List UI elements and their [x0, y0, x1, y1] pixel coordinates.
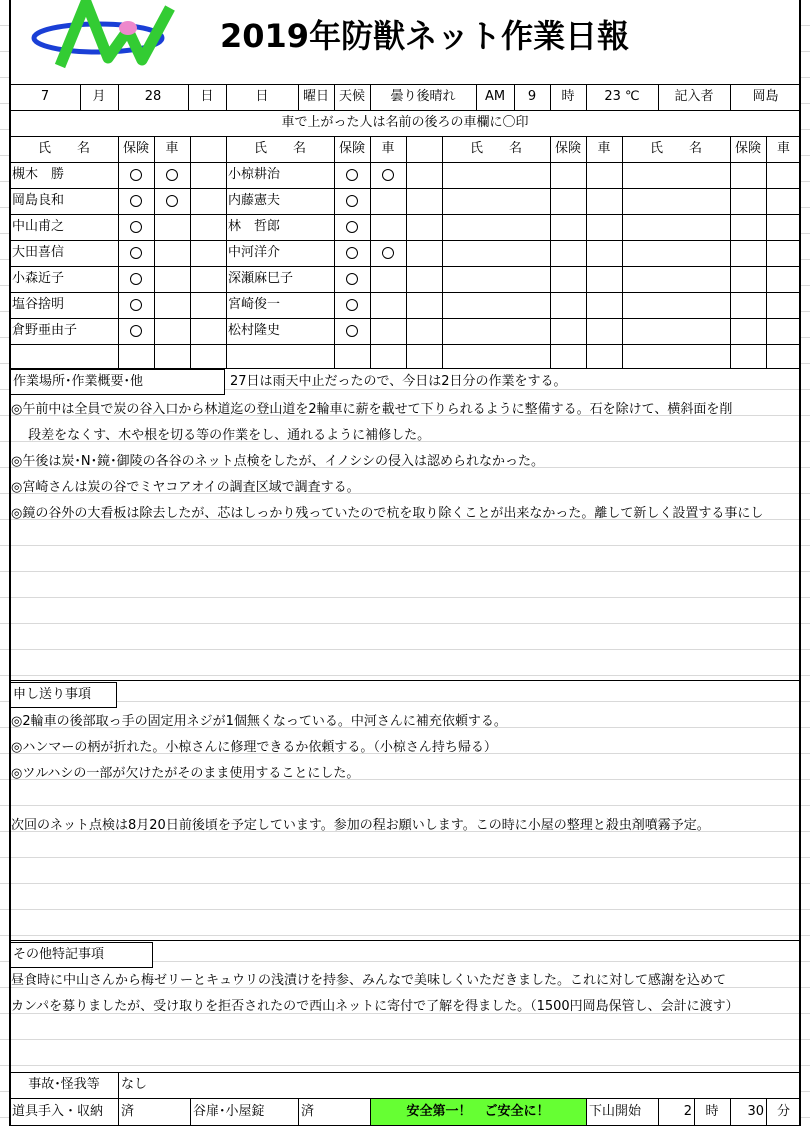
- member-name: 林 哲郎: [228, 219, 281, 234]
- row-line: [9, 1072, 801, 1073]
- row-line: [9, 266, 801, 267]
- work-line-4: ◎宮崎さんは炭の谷でミヤコアオイの調査区域で調査する。: [11, 480, 360, 495]
- row-line: [9, 1125, 801, 1126]
- car-mark: [166, 195, 178, 207]
- work-line-5: ◎鏡の谷外の大看板は除去したが、芯はしっかり残っていたので杭を取り除くことが出来なかった。離して新しく設置する事にし: [11, 506, 764, 521]
- column-line: [658, 84, 659, 110]
- column-line: [550, 84, 551, 110]
- column-line: [694, 1098, 695, 1125]
- member-name: 岡島良和: [12, 193, 65, 208]
- column-line: [730, 1098, 731, 1125]
- temperature: 23 ℃: [604, 89, 640, 104]
- col-car-4: 車: [776, 141, 790, 156]
- tools-label: 道具手入・収納: [12, 1104, 104, 1119]
- weekday-label: 曜日: [302, 89, 329, 104]
- day-unit: 日: [200, 89, 214, 104]
- descent-min-unit: 分: [776, 1104, 790, 1119]
- column-line: [80, 84, 81, 110]
- hour-unit: 時: [561, 89, 575, 104]
- logo-icon: [30, 0, 180, 70]
- handover-line-2: ◎ハンマーの柄が折れた。小椋さんに修理できるか依頼する。（小椋さん持ち帰る）: [11, 740, 497, 755]
- month-unit: 月: [92, 89, 106, 104]
- col-ins-4: 保険: [734, 141, 761, 156]
- column-line: [514, 84, 515, 110]
- row-line: [9, 292, 801, 293]
- member-name: 小森近子: [12, 271, 65, 286]
- tools-value: 済: [121, 1104, 135, 1119]
- row-line: [9, 136, 801, 137]
- accident-value: なし: [121, 1077, 148, 1092]
- weather-label: 天候: [338, 89, 365, 104]
- car-mark: [382, 169, 394, 181]
- column-line: [622, 136, 623, 368]
- col-car-1: 車: [165, 141, 179, 156]
- weather-value: 曇り後晴れ: [390, 89, 456, 104]
- member-name: 中河洋介: [228, 245, 281, 260]
- column-line: [370, 84, 371, 110]
- column-line: [406, 136, 407, 368]
- column-line: [118, 1072, 119, 1125]
- insurance-mark: [346, 299, 358, 311]
- work-line-3: ◎午後は炭･N･鏡･御陵の各谷のネット点検をしたが、イノシシの侵入は認められなかった。: [11, 454, 544, 469]
- row-line: [9, 344, 801, 345]
- member-name: 倉野亜由子: [12, 323, 78, 338]
- col-ins-2: 保険: [338, 141, 365, 156]
- car-note: 車で上がった人は名前の後ろの車欄に〇印: [281, 115, 529, 130]
- member-table: [9, 136, 801, 368]
- column-line: [188, 84, 189, 110]
- handover-label: 申し送り事項: [9, 682, 117, 708]
- accident-label: 事故･怪我等: [28, 1077, 100, 1092]
- column-line: [118, 136, 119, 368]
- row-line: [9, 110, 801, 111]
- car-mark: [382, 247, 394, 259]
- column-line: [370, 136, 371, 368]
- month-value: 7: [40, 89, 50, 104]
- insurance-mark: [346, 247, 358, 259]
- member-name: 深瀬麻巳子: [228, 271, 294, 286]
- row-line: [9, 940, 801, 941]
- handover-line-1: ◎2輪車の後部取っ手の固定用ネジが1個無くなっている。中河さんに補充依頼する。: [11, 714, 507, 729]
- member-name: 宮崎俊一: [228, 297, 281, 312]
- row-line: [9, 368, 801, 369]
- column-line: [298, 84, 299, 110]
- column-line: [334, 136, 335, 368]
- column-line: [226, 84, 227, 110]
- column-line: [154, 136, 155, 368]
- column-line: [586, 1098, 587, 1125]
- col-name-1: 氏 名: [37, 141, 90, 156]
- work-summary: 27日は雨天中止だったので、今日は2日分の作業をする。: [230, 374, 567, 389]
- col-car-3: 車: [597, 141, 611, 156]
- column-line: [730, 136, 731, 368]
- member-name: 内藤憲夫: [228, 193, 281, 208]
- row-line: [9, 214, 801, 215]
- column-line: [550, 136, 551, 368]
- insurance-mark: [130, 247, 142, 259]
- insurance-mark: [130, 195, 142, 207]
- work-label: 作業場所･作業概要･他: [9, 369, 225, 395]
- row-line: [9, 240, 801, 241]
- descent-min: 30: [747, 1104, 764, 1119]
- row-line: [9, 188, 801, 189]
- handover-line-3: ◎ツルハシの一部が欠けたがそのまま使用することにした。: [11, 766, 360, 781]
- car-mark: [166, 169, 178, 181]
- column-line: [442, 136, 443, 368]
- other-line-2: カンパを募りましたが、受け取りを拒否されたので西山ネットに寄付で了解を得ました。（1500円岡島保管し、会計に渡す）: [11, 999, 739, 1014]
- member-name: 中山甫之: [12, 219, 65, 234]
- column-line: [766, 136, 767, 368]
- recorder-label: 記入者: [674, 89, 714, 104]
- page-title: 2019年防獣ネット作業日報: [220, 17, 630, 55]
- insurance-mark: [346, 273, 358, 285]
- col-ins-3: 保険: [554, 141, 581, 156]
- insurance-mark: [346, 169, 358, 181]
- insurance-mark: [346, 325, 358, 337]
- column-line: [190, 136, 191, 368]
- door-value: 済: [301, 1104, 315, 1119]
- insurance-mark: [130, 325, 142, 337]
- member-name: 松村隆史: [228, 323, 281, 338]
- insurance-mark: [346, 221, 358, 233]
- column-line: [118, 84, 119, 110]
- insurance-mark: [346, 195, 358, 207]
- member-name: 塩谷捨明: [12, 297, 65, 312]
- column-line: [766, 1098, 767, 1125]
- other-line-1: 昼食時に中山さんから梅ゼリーとキュウリの浅漬けを持参、みんなで美味しくいただきました。これに対して感謝を込めて: [11, 973, 727, 988]
- work-line-1: ◎午前中は全員で炭の谷入口から林道迄の登山道を2輪車に薪を載せて下りられるように整備する。石を除けて、横斜面を削: [11, 402, 733, 417]
- other-label: その他特記事項: [9, 942, 153, 968]
- column-line: [586, 84, 587, 110]
- column-line: [658, 1098, 659, 1125]
- column-line: [298, 1098, 299, 1125]
- descent-hour-unit: 時: [705, 1104, 719, 1119]
- column-line: [586, 136, 587, 368]
- col-car-2: 車: [381, 141, 395, 156]
- col-name-3: 氏 名: [469, 141, 522, 156]
- row-line: [9, 318, 801, 319]
- weekday-value: 日: [255, 89, 269, 104]
- ampm: AM: [484, 89, 506, 104]
- recorder-value: 岡島: [752, 89, 779, 104]
- insurance-mark: [130, 169, 142, 181]
- column-line: [370, 1098, 371, 1125]
- row-line: [9, 1098, 801, 1099]
- member-name: 槻木 勝: [12, 167, 65, 182]
- row-line: [9, 162, 801, 163]
- row-line: [9, 680, 801, 681]
- door-label: 谷扉･小屋錠: [193, 1104, 265, 1119]
- column-line: [476, 84, 477, 110]
- work-line-2: 段差をなくす、木や根を切る等の作業をし、通れるように補修した。: [11, 428, 431, 443]
- hour-value: 9: [527, 89, 537, 104]
- handover-next: 次回のネット点検は8月20日前後頃を予定しています。参加の程お願いします。この時に小屋の整理と殺虫剤噴霧予定。: [11, 818, 710, 833]
- column-line: [190, 1098, 191, 1125]
- column-line: [730, 84, 731, 110]
- insurance-mark: [130, 299, 142, 311]
- safety-banner: 安全第一！ ご安全に！: [370, 1099, 586, 1125]
- day-value: 28: [144, 89, 162, 104]
- row-line: [9, 84, 801, 85]
- col-name-2: 氏 名: [253, 141, 306, 156]
- descent-hour: 2: [683, 1104, 692, 1119]
- column-line: [334, 84, 335, 110]
- col-ins-1: 保険: [122, 141, 149, 156]
- insurance-mark: [130, 273, 142, 285]
- column-line: [226, 136, 227, 368]
- descent-label: 下山開始: [589, 1104, 642, 1119]
- col-name-4: 氏 名: [649, 141, 702, 156]
- insurance-mark: [130, 221, 142, 233]
- member-name: 大田喜信: [12, 245, 65, 260]
- member-name: 小椋耕治: [228, 167, 281, 182]
